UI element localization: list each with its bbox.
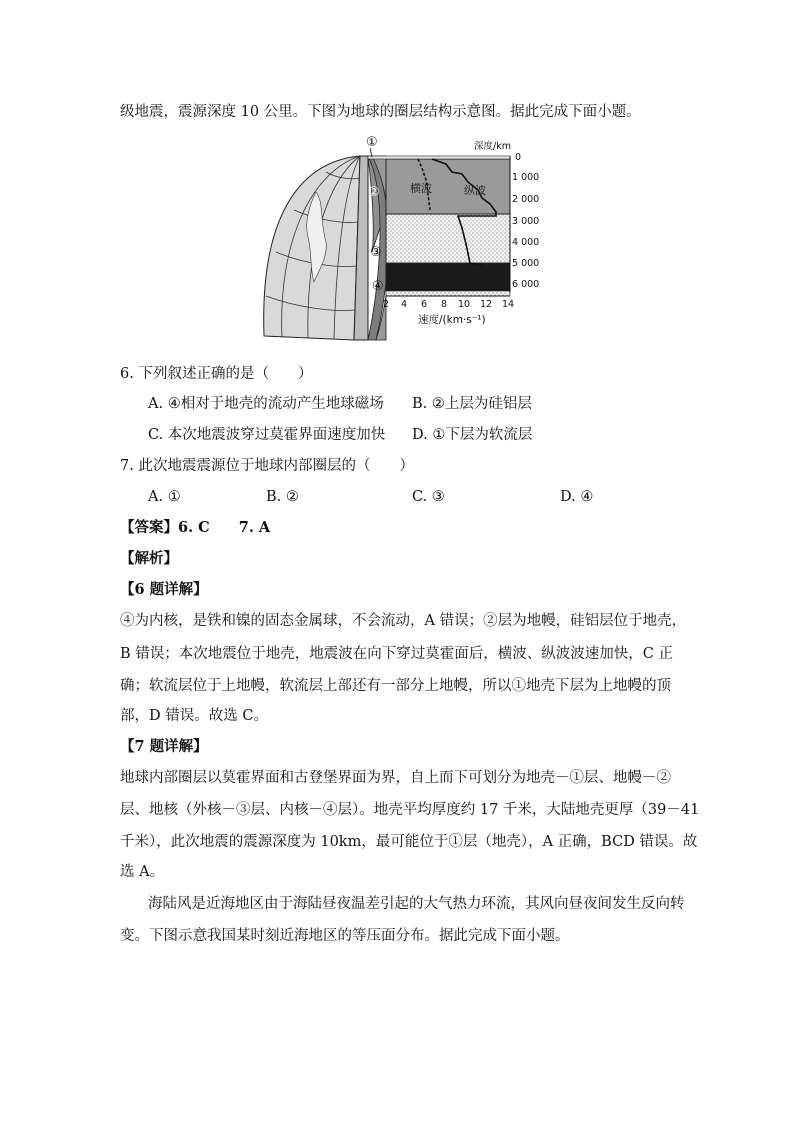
depth-tick: 1 000 bbox=[512, 172, 540, 183]
marker-1: ① bbox=[366, 135, 378, 150]
next-intro-line: 海陆风是近海地区由于海陆昼夜温差引起的大气热力环流，其风向昼夜间发生反向转 bbox=[148, 896, 685, 912]
detail7-line: 地球内部圈层以莫霍界面和古登堡界面为界，自上而下可划分为地壳－①层、地幔－② bbox=[120, 770, 671, 786]
q6-option-b: B. ②上层为硅铝层 bbox=[412, 396, 532, 412]
depth-axis-title: 深度/km bbox=[474, 141, 511, 152]
speed-tick: 2 bbox=[383, 299, 390, 310]
s-wave-label: 横波 bbox=[410, 182, 432, 195]
marker-2: ② bbox=[368, 185, 380, 200]
q7-option-b: B. ② bbox=[266, 489, 299, 505]
depth-tick: 0 bbox=[515, 152, 522, 163]
next-intro-line: 变。下图示意我国某时刻近海地区的等压面分布。据此完成下面小题。 bbox=[120, 928, 570, 944]
detail7-heading: 【7 题详解】 bbox=[120, 738, 208, 755]
q7-stem: 7. 此次地震震源位于地球内部圈层的（ ） bbox=[120, 458, 414, 474]
q7-option-a: A. ① bbox=[148, 489, 181, 505]
earth-layer-diagram bbox=[256, 132, 540, 344]
q6-option-d: D. ①下层为软流层 bbox=[412, 427, 533, 443]
marker-4: ④ bbox=[372, 279, 384, 294]
analysis-heading: 【解析】 bbox=[120, 550, 178, 567]
detail7-line: 选 A。 bbox=[120, 864, 165, 880]
speed-tick: 10 bbox=[458, 299, 471, 310]
depth-tick: 5 000 bbox=[512, 258, 540, 269]
depth-tick: 2 000 bbox=[512, 194, 540, 205]
detail6-heading: 【6 题详解】 bbox=[120, 581, 208, 598]
detail6-line: 确；软流层位于上地幔，软流层上部还有一部分上地幔，所以①地壳下层为上地幔的顶 bbox=[120, 678, 671, 694]
answer-line: 【答案】6. C 7. A bbox=[120, 519, 271, 536]
detail6-line: 部，D 错误。故选 C。 bbox=[120, 708, 268, 724]
p-wave-label: 纵波 bbox=[464, 184, 486, 197]
detail6-line: ④为内核，是铁和镍的固态金属球，不会流动，A 错误；②层为地幔，硅铝层位于地壳， bbox=[120, 613, 687, 629]
speed-tick: 4 bbox=[401, 299, 408, 310]
q7-option-d: D. ④ bbox=[560, 489, 594, 505]
intro-text: 级地震，震源深度 10 公里。下图为地球的圈层结构示意图。据此完成下面小题。 bbox=[120, 104, 641, 120]
depth-tick: 6 000 bbox=[512, 279, 540, 290]
detail6-line: B 错误；本次地震位于地壳，地震波在向下穿过莫霍面后，横波、纵波波速加快，C 正 bbox=[120, 646, 673, 662]
speed-tick: 14 bbox=[502, 299, 515, 310]
marker-3: ③ bbox=[370, 245, 382, 260]
speed-tick: 12 bbox=[480, 299, 493, 310]
depth-tick: 3 000 bbox=[512, 216, 540, 227]
speed-axis-title: 速度/(km·s⁻¹) bbox=[418, 314, 486, 326]
depth-tick: 4 000 bbox=[512, 237, 540, 248]
speed-tick: 8 bbox=[441, 299, 448, 310]
detail7-line: 千米），此次地震的震源深度为 10km，最可能位于①层（地壳），A 正确，BCD 错误。故 bbox=[120, 834, 698, 850]
q6-option-c: C. 本次地震波穿过莫霍界面速度加快 bbox=[148, 427, 386, 443]
q6-stem: 6. 下列叙述正确的是（ ） bbox=[120, 366, 313, 382]
q7-option-c: C. ③ bbox=[412, 489, 445, 505]
detail7-line: 层、地核（外核－③层、内核－④层）。地壳平均厚度约 17 千米，大陆地壳更厚（39－41 bbox=[120, 802, 700, 818]
speed-tick: 6 bbox=[421, 299, 428, 310]
q6-option-a: A. ④相对于地壳的流动产生地球磁场 bbox=[148, 396, 384, 412]
